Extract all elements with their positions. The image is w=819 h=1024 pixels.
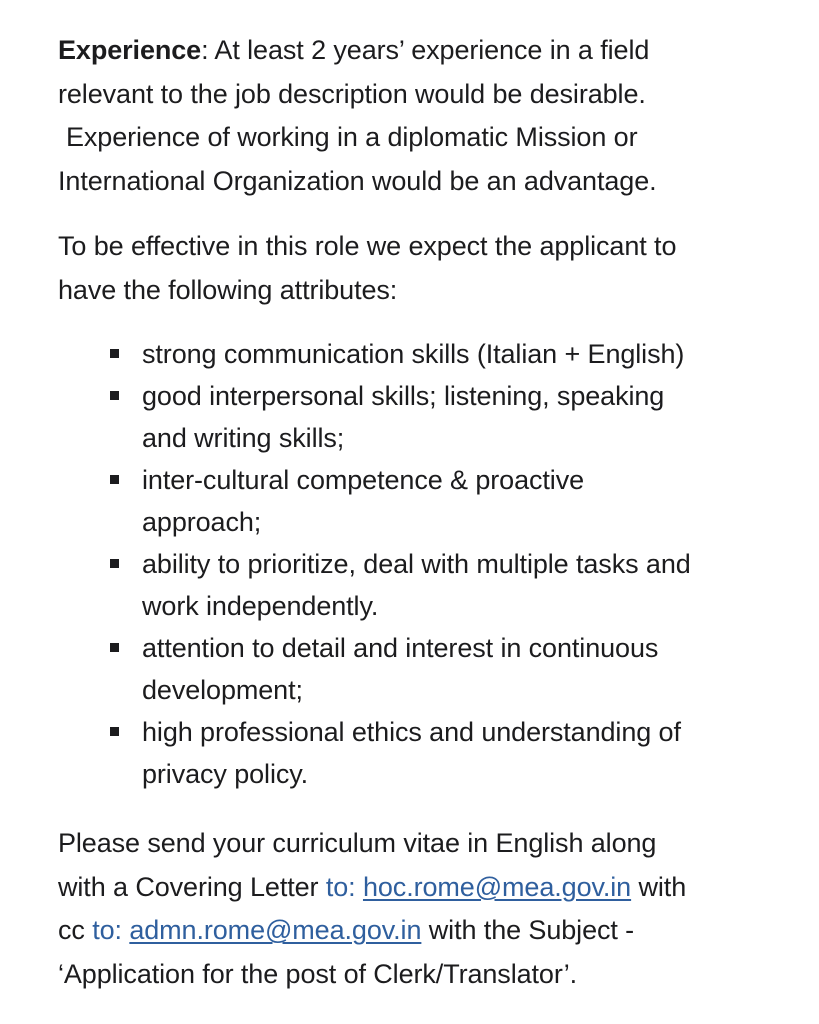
contact-line-1: Please send your curriculum vitae in English along [58,828,657,858]
attributes-intro-line-1: To be effective in this role we expect the applicant to [58,231,677,261]
list-item [0,375,762,459]
contact-line-4: ‘Application for the post of Clerk/Translator’. [58,958,578,989]
hoc-email-link[interactable]: hoc.rome@mea.gov.in [362,871,632,902]
list-item-line-1: attention to detail and interest in continuous [142,633,659,663]
to-label: to: [92,915,130,945]
square-bullet-icon [110,559,119,568]
list-item-line-1: inter-cultural competence & proactive [142,465,585,495]
square-bullet-icon [110,349,119,358]
contact-line-3-pre: cc [58,915,93,945]
list-item-line-1: strong communication skills (Italian + English) [142,339,685,369]
attributes-intro-line-2: have the following attributes: [58,274,398,305]
list-item-line-2: work independently. [142,591,379,621]
attributes-list [0,333,790,795]
list-item [0,711,762,795]
to-label: to: [325,871,363,902]
admn-email-link[interactable]: admn.rome@mea.gov.in [129,915,422,945]
experience-line-2: relevant to the job description would be desirable. [58,78,646,109]
attributes-intro-paragraph [58,225,763,312]
experience-line-3: Experience of working in a diplomatic Mission or [66,122,638,152]
contact-line-2-post: with [631,871,687,902]
experience-line-4: International Organization would be an advantage. [58,165,657,196]
list-item-line-1: ability to prioritize, deal with multiple tasks and [142,549,691,579]
contact-line-3-post: with the Subject - [421,915,635,945]
list-item-line-1: good interpersonal skills; listening, speaking [142,381,665,411]
contact-line-2-pre: with a Covering Letter [58,871,326,902]
list-item-line-2: development; [142,675,303,705]
list-item [0,459,762,543]
experience-heading: Experience [58,35,202,65]
square-bullet-icon [110,643,119,652]
experience-colon: : [201,35,215,65]
list-item [0,627,762,711]
list-item-line-1: high professional ethics and understanding of [142,717,681,747]
square-bullet-icon [110,391,119,400]
list-item-line-2: and writing skills; [142,423,345,453]
list-item-line-2: privacy policy. [142,759,309,789]
list-item [0,333,762,375]
contact-paragraph [58,822,763,996]
experience-paragraph [58,29,763,203]
experience-line-1: At least 2 years’ experience in a field [214,35,650,65]
list-item-line-2: approach; [142,507,262,537]
square-bullet-icon [110,727,119,736]
square-bullet-icon [110,475,119,484]
list-item [0,543,762,627]
